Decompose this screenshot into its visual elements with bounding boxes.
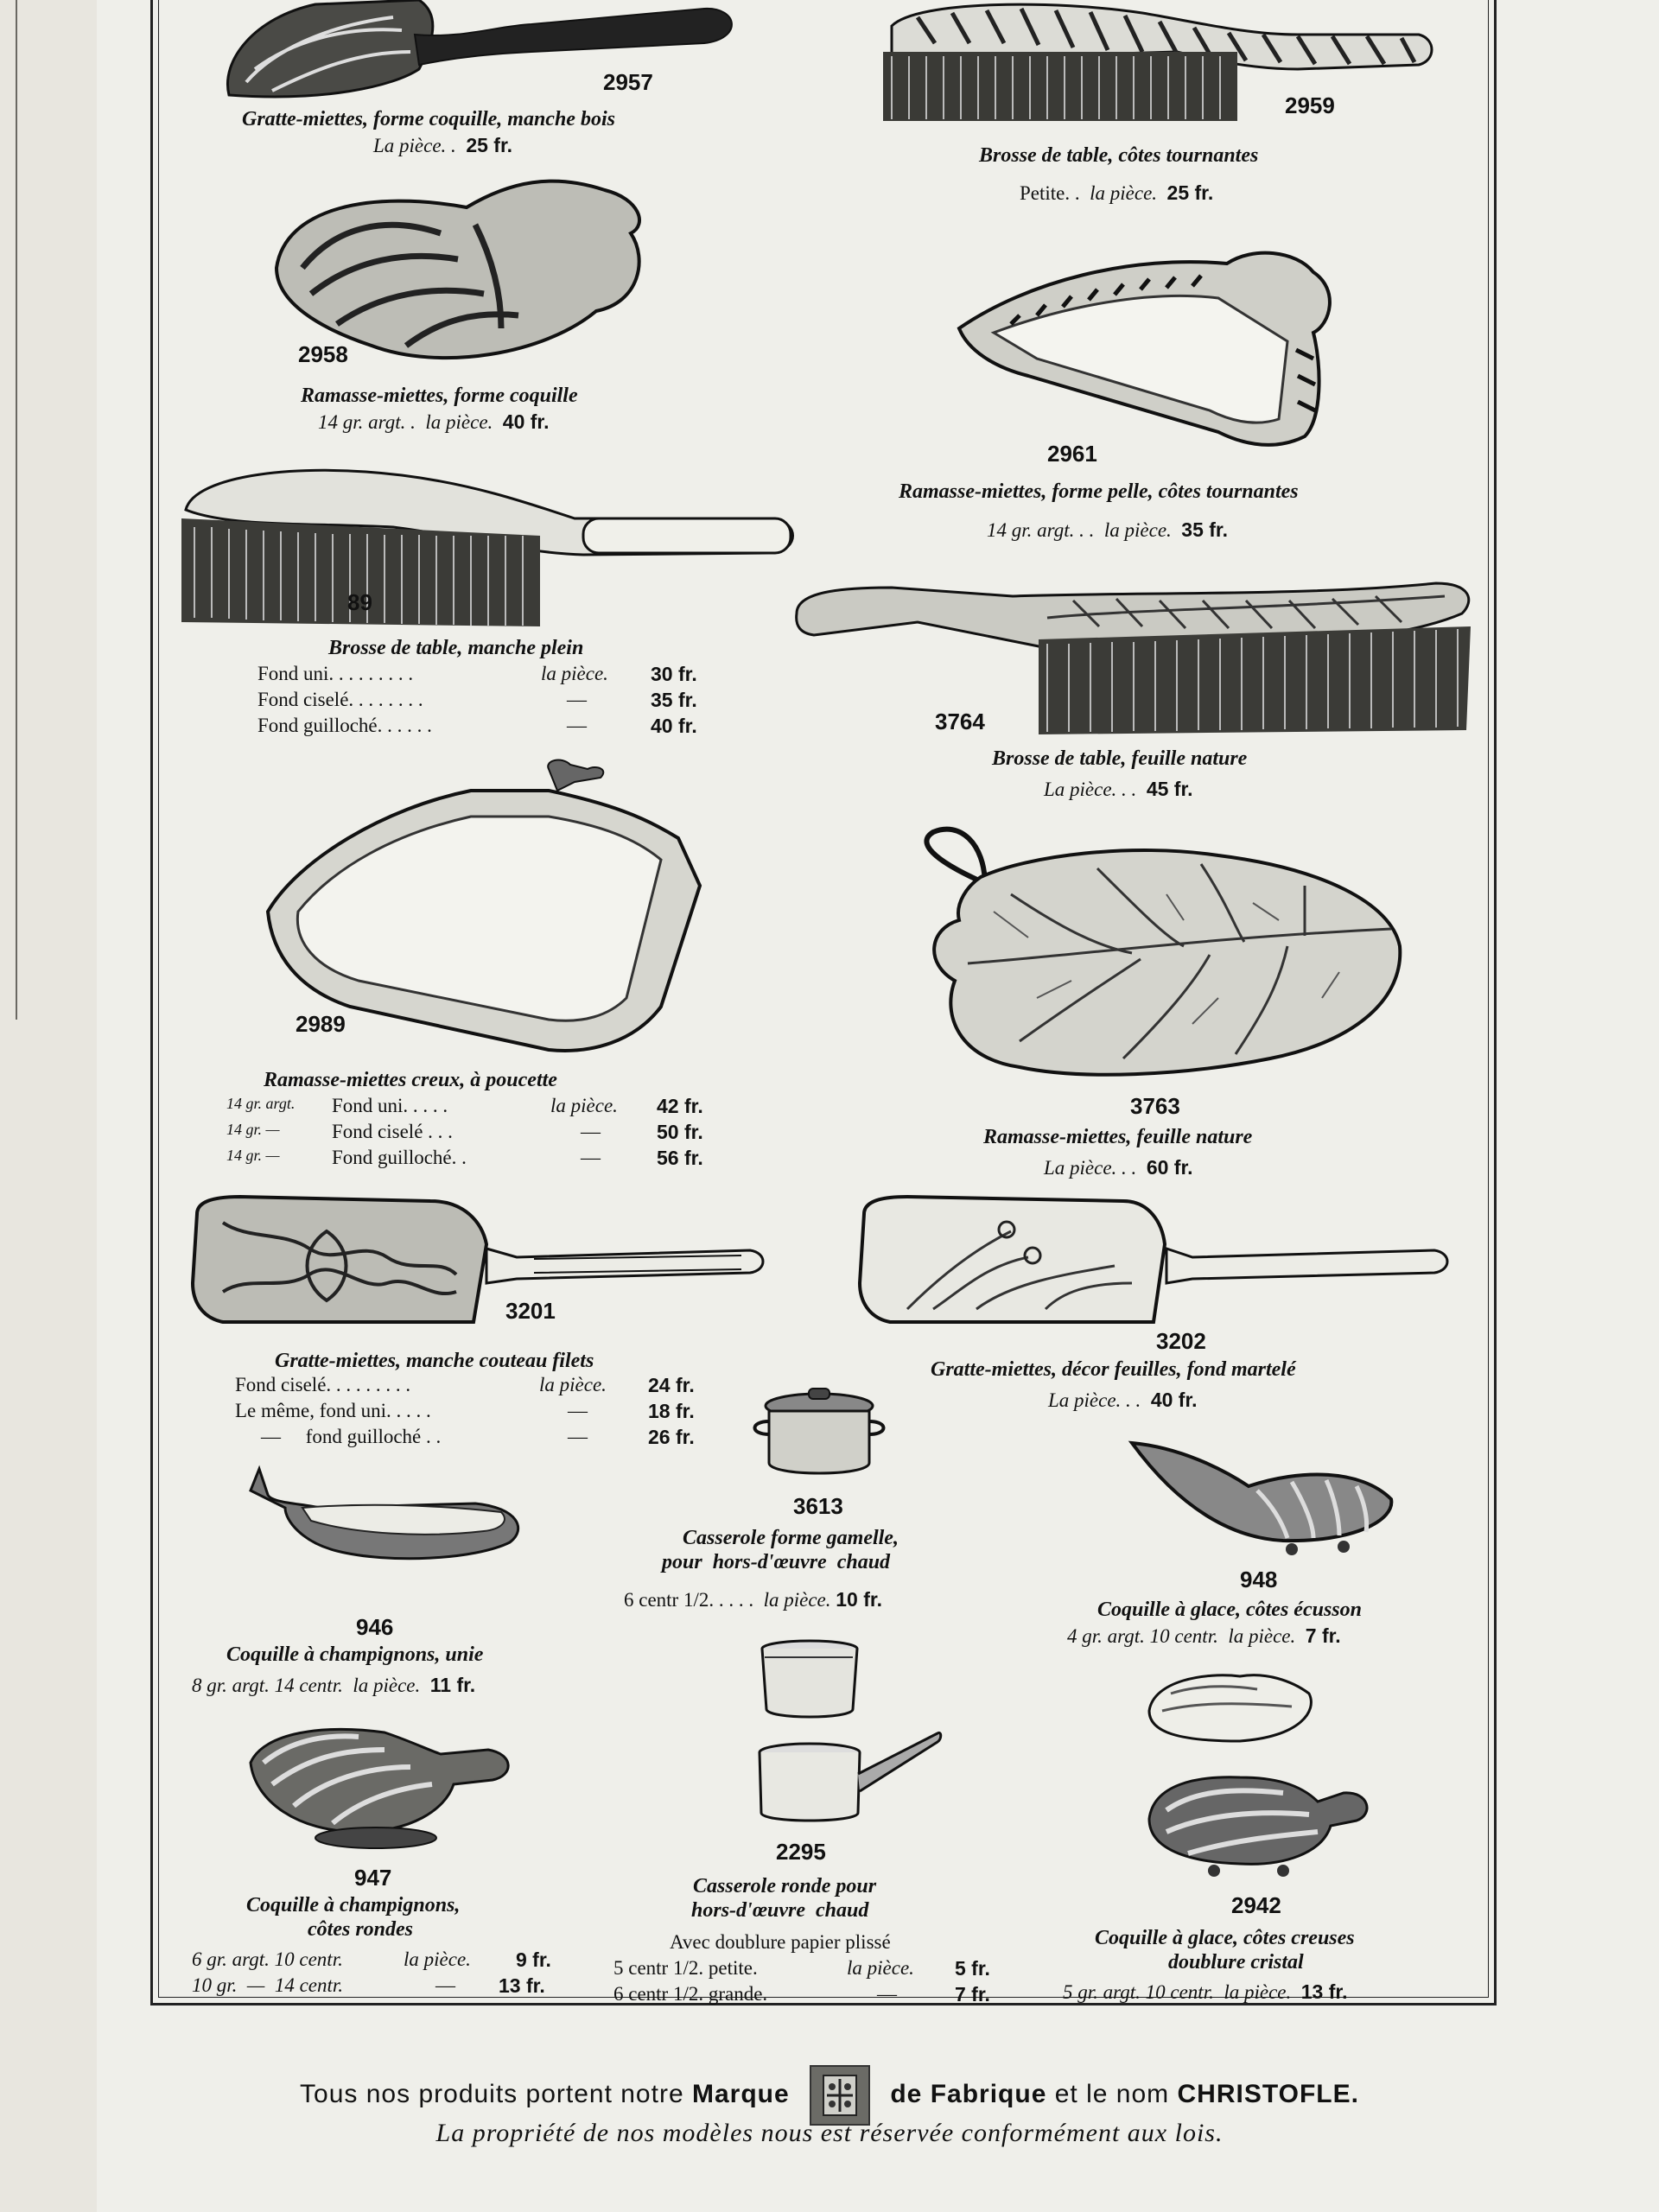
row-unit: la pièce.: [404, 1948, 471, 1970]
round-casserole-illustration: [756, 1640, 942, 1826]
adjacent-page-rule: [16, 0, 17, 1020]
item-3613-price: [624, 1588, 882, 1611]
item-3763-title: Ramasse-miettes, feuille nature: [983, 1126, 1253, 1148]
item-89-price-table: [257, 663, 724, 741]
item-2942-unit: la pièce.: [1224, 1981, 1292, 2003]
item-2942-number: 2942: [1231, 1892, 1281, 1918]
footer-mark-word: Marque: [691, 2079, 790, 2108]
item-2295-price-table: [613, 1957, 1028, 2009]
footer-rights-notice: La propriété de nos modèles nous est réservée conformément aux lois.: [435, 2119, 1224, 2147]
row-prefix: 14 gr. —: [226, 1147, 280, 1164]
item-2989-row: [226, 1095, 728, 1121]
row-unit: la pièce.: [541, 663, 608, 684]
item-2957-unit: La pièce. .: [373, 135, 456, 156]
row-label: Fond guilloché. .: [332, 1147, 467, 1168]
item-2942-amount: 13 fr.: [1300, 1980, 1348, 2003]
item-3763-number: 3763: [1130, 1093, 1180, 1119]
item-2295-title-2: hors-d'œuvre chaud: [691, 1899, 869, 1922]
item-947-row: [192, 1974, 581, 2000]
row-amount: 5 fr.: [955, 1957, 990, 1980]
row-prefix: 14 gr. —: [226, 1121, 280, 1138]
item-2942-price: [1063, 1980, 1347, 2004]
christofle-trademark-icon: [810, 2065, 870, 2126]
row-label: Fond ciselé . . .: [332, 1121, 453, 1142]
footer-fabrique-word: de Fabrique: [890, 2079, 1047, 2108]
row-label: Fond ciselé. . . . . . . .: [257, 689, 423, 710]
item-2958-price: [318, 410, 550, 434]
item-3764-title: Brosse de table, feuille nature: [992, 747, 1248, 770]
item-946-amount: 11 fr.: [429, 1674, 476, 1696]
item-3202-title: Gratte-miettes, décor feuilles, fond martelé: [931, 1358, 1296, 1381]
item-2989-number: 2989: [296, 1011, 346, 1037]
item-2958-title: Ramasse-miettes, forme coquille: [301, 385, 578, 407]
item-3763-price: [1044, 1156, 1193, 1179]
item-2942-label: 5 gr. argt. 10 centr.: [1063, 1981, 1214, 2003]
item-2295-row: [613, 1957, 1028, 1983]
row-label: Fond ciselé. . . . . . . . .: [235, 1374, 411, 1395]
item-3201-row: [235, 1400, 728, 1426]
row-amount: 24 fr.: [648, 1374, 695, 1396]
item-948-label: 4 gr. argt. 10 centr.: [1067, 1625, 1218, 1647]
item-2958-unit: la pièce.: [425, 411, 493, 433]
table-brush-plain-handle-illustration: [177, 458, 799, 631]
item-2295-subtitle: Avec doublure papier plissé: [670, 1931, 891, 1953]
item-3613-title-2: pour hors-d'œuvre chaud: [662, 1551, 891, 1573]
casserole-pot-illustration: [750, 1387, 888, 1482]
item-2959-label: Petite. .: [1020, 182, 1080, 204]
item-2958-label: 14 gr. argt. .: [318, 411, 416, 433]
item-3763-amount: 60 fr.: [1146, 1156, 1193, 1179]
item-2942-title-1: Coquille à glace, côtes creuses: [1095, 1927, 1355, 1949]
item-2961-unit: la pièce.: [1103, 519, 1172, 541]
item-2942-title-2: doublure cristal: [1168, 1951, 1304, 1974]
table-brush-twisted-illustration: [883, 0, 1436, 125]
row-unit: la pièce.: [550, 1095, 618, 1116]
item-2958-number: 2958: [298, 341, 348, 367]
item-946-number: 946: [356, 1614, 394, 1640]
item-3202-amount: 40 fr.: [1150, 1389, 1198, 1411]
row-label: Fond uni. . . . . . . . .: [257, 663, 414, 684]
item-946-unit: la pièce.: [353, 1675, 421, 1696]
row-label: 6 centr 1/2. grande.: [613, 1983, 768, 2005]
row-amount: 42 fr.: [657, 1095, 703, 1117]
item-3764-number: 3764: [935, 709, 985, 734]
item-3613-number: 3613: [793, 1493, 843, 1519]
row-unit: —: [568, 1426, 588, 1447]
adjacent-page-edge: [0, 0, 99, 2212]
item-89-row: [257, 689, 724, 715]
crumb-scraper-leaf-decor-illustration: [855, 1197, 1452, 1326]
row-unit: la pièce.: [539, 1374, 607, 1395]
item-89-row: [257, 663, 724, 689]
row-amount: 56 fr.: [657, 1147, 703, 1169]
item-946-title: Coquille à champignons, unie: [226, 1643, 484, 1666]
row-label: 6 gr. argt. 10 centr.: [192, 1948, 343, 1970]
row-label: Le même, fond uni. . . . .: [235, 1400, 431, 1421]
row-unit: —: [567, 715, 587, 736]
item-2295-row: [613, 1983, 1028, 2009]
crumb-pan-leaf-illustration: [907, 825, 1408, 1084]
item-948-unit: la pièce.: [1228, 1625, 1296, 1647]
row-unit: la pièce.: [847, 1957, 914, 1979]
footer-text-before: Tous nos produits portent notre: [300, 2079, 684, 2108]
row-amount: 13 fr.: [499, 1974, 545, 1997]
item-2989-title: Ramasse-miettes creux, à poucette: [264, 1069, 557, 1091]
item-3202-unit: La pièce. . .: [1048, 1389, 1141, 1411]
item-3201-row: [235, 1374, 728, 1400]
item-3201-price-table: [235, 1374, 728, 1452]
ice-shell-crystal-illustration: [1145, 1672, 1378, 1884]
footer-text-mid: et le nom: [1054, 2079, 1170, 2108]
row-label: Fond guilloché. . . . . .: [257, 715, 432, 736]
item-3613-amount: 10 fr.: [836, 1588, 882, 1611]
item-3202-number: 3202: [1156, 1328, 1206, 1354]
item-2961-label: 14 gr. argt. . .: [987, 519, 1095, 541]
item-2959-unit: la pièce.: [1090, 182, 1158, 204]
row-unit: —: [581, 1147, 601, 1168]
item-947-title-1: Coquille à champignons,: [246, 1894, 461, 1916]
item-2295-title-1: Casserole ronde pour: [693, 1875, 877, 1897]
item-89-row: [257, 715, 724, 741]
row-unit: —: [877, 1983, 897, 2005]
item-948-price: [1067, 1624, 1341, 1648]
item-2959-amount: 25 fr.: [1166, 181, 1214, 204]
item-2959-number: 2959: [1285, 92, 1335, 118]
item-2989-row: [226, 1147, 728, 1173]
item-2957-amount: 25 fr.: [466, 134, 513, 156]
row-amount: 50 fr.: [657, 1121, 703, 1143]
item-946-price: [192, 1674, 475, 1697]
item-2961-number: 2961: [1047, 441, 1097, 467]
mushroom-shell-ribbed-illustration: [246, 1724, 514, 1849]
row-amount: 7 fr.: [955, 1983, 990, 2005]
item-2961-price: [987, 518, 1228, 542]
item-2989-row: [226, 1121, 728, 1147]
item-2295-number: 2295: [776, 1839, 826, 1865]
item-2959-price: [1020, 181, 1213, 205]
table-brush-leaf-illustration: [788, 575, 1479, 743]
crumb-scraper-shell-illustration: [220, 0, 739, 108]
crumb-pan-shovel-illustration: [959, 246, 1348, 462]
item-948-amount: 7 fr.: [1305, 1624, 1341, 1647]
item-947-row: [192, 1948, 581, 1974]
item-2961-amount: 35 fr.: [1181, 518, 1229, 541]
item-948-number: 948: [1240, 1567, 1278, 1592]
crumb-scraper-knife-handle-illustration: [188, 1197, 767, 1326]
row-amount: 40 fr.: [651, 715, 697, 737]
item-3764-unit: La pièce. . .: [1044, 779, 1137, 800]
item-947-number: 947: [354, 1865, 392, 1891]
item-3613-unit: la pièce.: [763, 1589, 831, 1611]
item-947-price-table: [192, 1948, 581, 2000]
item-948-title: Coquille à glace, côtes écusson: [1097, 1599, 1362, 1621]
footer-trademark-line: [0, 2065, 1659, 2126]
item-3201-number: 3201: [505, 1298, 556, 1324]
item-2989-price-table: [226, 1095, 728, 1173]
row-prefix: 14 gr. argt.: [226, 1095, 296, 1112]
item-2961-title: Ramasse-miettes, forme pelle, côtes tournantes: [899, 480, 1299, 503]
row-amount: 26 fr.: [648, 1426, 695, 1448]
row-amount: 30 fr.: [651, 663, 697, 685]
ice-shell-escutcheon-illustration: [1128, 1439, 1400, 1560]
item-2958-amount: 40 fr.: [502, 410, 550, 433]
item-3202-price: [1048, 1389, 1198, 1412]
item-2957-number: 2957: [603, 69, 653, 95]
item-2957-price: [373, 134, 512, 157]
row-amount: 9 fr.: [516, 1948, 551, 1971]
footer-brand-name: CHRISTOFLE.: [1177, 2079, 1359, 2108]
item-3201-title: Gratte-miettes, manche couteau filets: [275, 1350, 594, 1372]
item-3201-row: [235, 1426, 728, 1452]
item-3764-amount: 45 fr.: [1146, 778, 1193, 800]
item-89-title: Brosse de table, manche plein: [328, 637, 584, 659]
item-3613-label: 6 centr 1/2. . . . .: [624, 1589, 754, 1611]
item-2959-title: Brosse de table, côtes tournantes: [979, 144, 1259, 167]
row-label: 5 centr 1/2. petite.: [613, 1957, 758, 1979]
item-2957-title: Gratte-miettes, forme coquille, manche bois: [242, 108, 615, 130]
item-947-title-2: côtes rondes: [308, 1918, 413, 1941]
row-unit: —: [568, 1400, 588, 1421]
row-unit: —: [435, 1974, 455, 1996]
item-89-number: 89: [347, 589, 372, 615]
item-3763-unit: La pièce. . .: [1044, 1157, 1137, 1179]
row-label: Fond uni. . . . .: [332, 1095, 448, 1116]
row-label: 10 gr. — 14 centr.: [192, 1974, 344, 1996]
item-946-label: 8 gr. argt. 14 centr.: [192, 1675, 343, 1696]
item-3613-title-1: Casserole forme gamelle,: [683, 1527, 899, 1549]
row-amount: 18 fr.: [648, 1400, 695, 1422]
item-3764-price: [1044, 778, 1193, 801]
mushroom-shell-plain-illustration: [251, 1469, 527, 1568]
row-unit: —: [567, 689, 587, 710]
row-label: — fond guilloché . .: [261, 1426, 442, 1447]
row-unit: —: [581, 1121, 601, 1142]
row-amount: 35 fr.: [651, 689, 697, 711]
